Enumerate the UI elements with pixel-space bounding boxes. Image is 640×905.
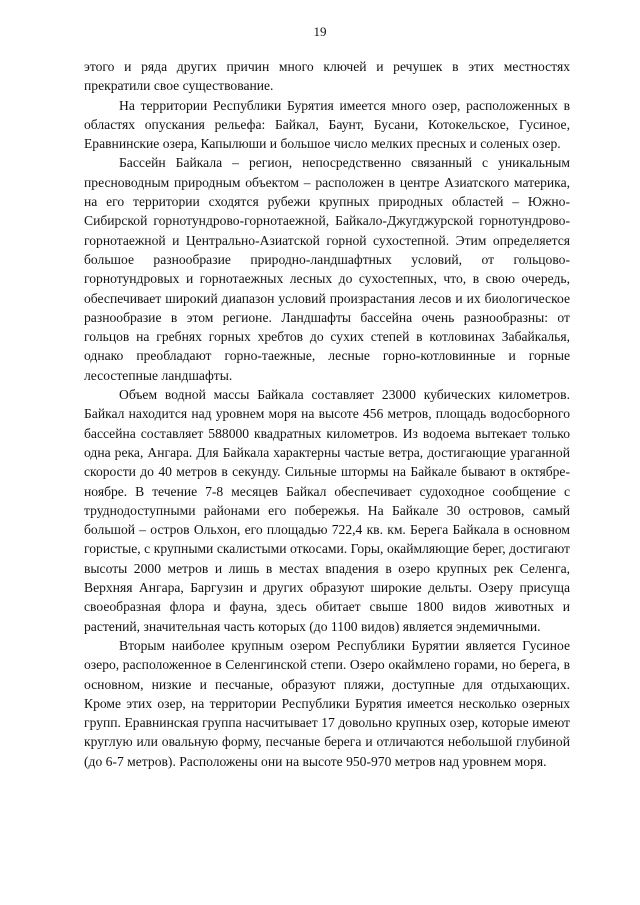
document-body bbox=[84, 57, 570, 771]
page-number: 19 bbox=[313, 24, 327, 39]
paragraph-baikal-facts: Объем водной массы Байкала составляет 23000 кубических километров. Байкал находится над уровнем моря на высоте 456 метров, площадь водосборного бассейна составляет 588000 квадратных километров. Из водоема вытекает только одна река, Ангара. Для Байкала характерны частые ветра, достигающие ураганной скорости до 40 метров в секунду. Сильные штормы на Байкале бывают в октябре-ноябре. В течение 7-8 месяцев Байкал обеспечивает судоходное сообщение с труднодоступными районами его побережья. На Байкале 30 островов, самый большой – остров Ольхон, его площадью 722,4 кв. км. Берега Байкала в основном гористые, с крупными скалистыми откосами. Горы, окаймляющие берег, достигают высоты 2000 метров и лишь в местах впадения в озеро крупных рек Селенга, Верхняя Ангара, Баргузин и других образуют широкие дельты. Озеру присуща своеобразная флора и фауна, здесь обитает свыше 1800 видов животных и растений, значительная часть которых (до 1100 видов) является эндемичными. bbox=[84, 387, 570, 634]
paragraph-lakes-of-buryatia: На территории Республики Бурятия имеется много озер, расположенных в областях опускания рельефа: Байкал, Баунт, Бусани, Котокельское, Гусиное, Еравнинские озера, Капылюши и большое число мелких пресных и соленых озер. bbox=[84, 97, 570, 152]
paragraph-gusinoe-lake: Вторым наиболее крупным озером Республики Бурятии является Гусиное озеро, расположенное в Селенгинской степи. Озеро окаймлено горами, но берега, в основном, низкие и песчаные, образуют пляжи, доступные для отдыхающих. Кроме этих озер, на территории Республики Бурятия имеется несколько озерных групп. Еравнинская группа насчитывает 17 довольно крупных озер, которые имеют круглую или овальную форму, песчаные берега и отличаются небольшой глубиной (до 6-7 метров). Расположены они на высоте 950-970 метров над уровнем моря. bbox=[84, 637, 570, 769]
paragraph-baikal-basin: Бассейн Байкала – регион, непосредственно связанный с уникальным пресноводным природным объектом – расположен в центре Азиатского материка, на его территории сходятся рубежи крупных природных областей – Южно-Сибирской горнотундрово-горнотаежной, Байкало-Джугджурской горнотундрово-горнотаежной и Центрально-Азиатской горной сухостепной. Этим определяется большое разнообразие природно-ландшафтных условий, от гольцово-горнотундровых и горнотаежных лесных до сухостепных, что, в свою очередь, обеспечивает широкий диапазон условий произрастания лесов и их биологическое разнообразие в этом регионе. Ландшафты бассейна очень разнообразны: от гольцов на гребнях горных хребтов до сухих степей в котловинах Забайкалья, однако преобладают горно-таежные, лесные горно-котловинные и горные лесостепные ландшафты. bbox=[84, 155, 570, 383]
paragraph-continuation: этого и ряда других причин много ключей и речушек в этих местностях прекратили свое существование. bbox=[84, 59, 570, 94]
